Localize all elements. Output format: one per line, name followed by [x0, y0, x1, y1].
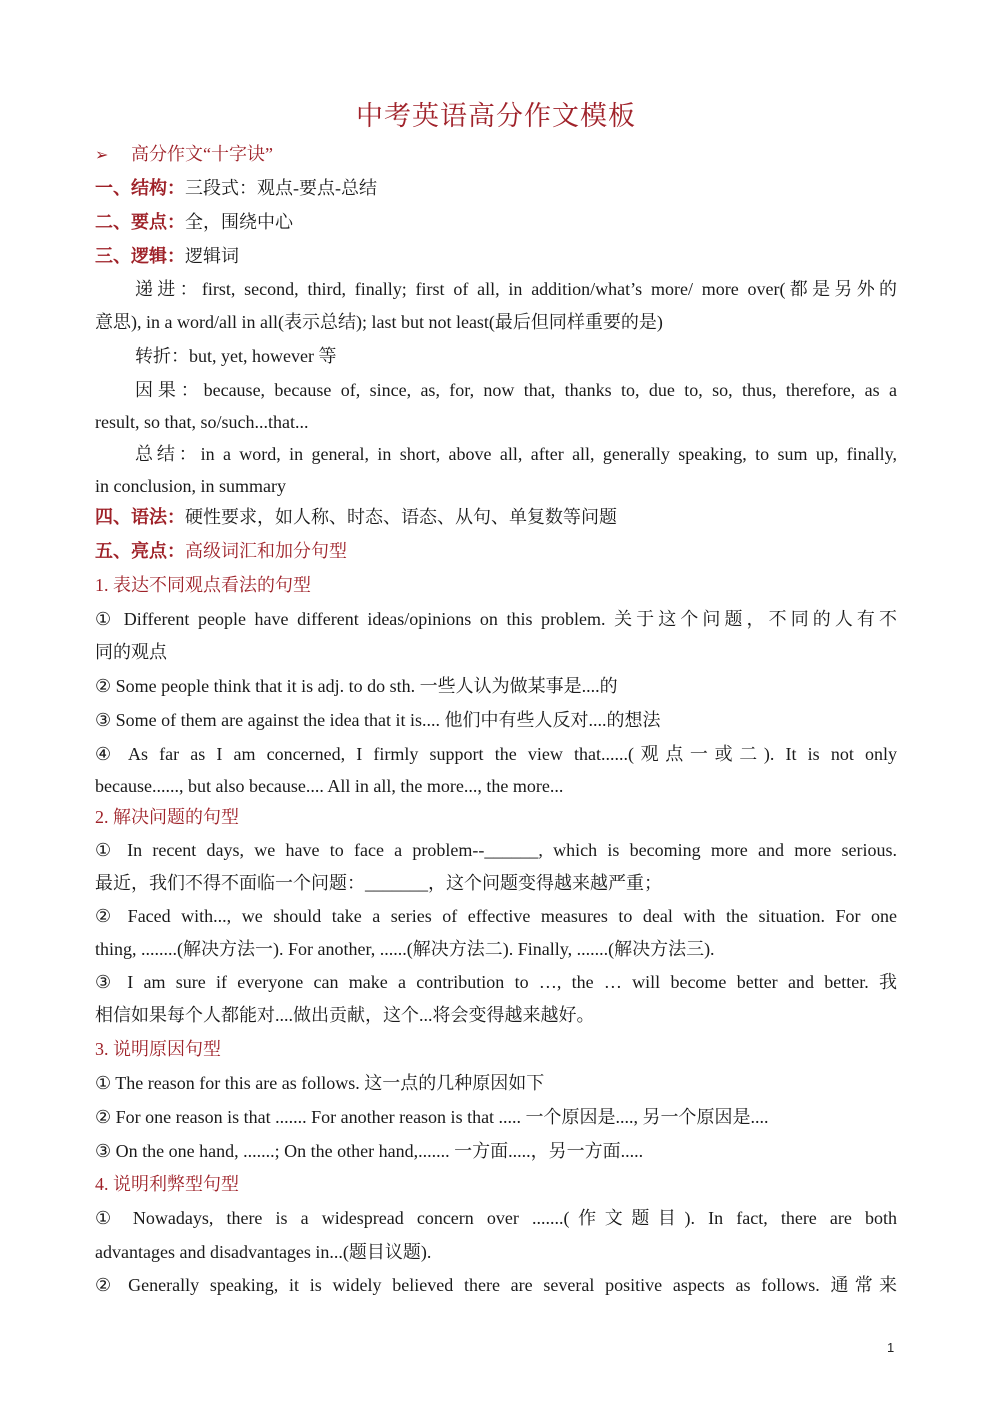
section-heading: 4. 说明利弊型句型	[95, 1174, 239, 1194]
point-label: 三、逻辑：	[95, 246, 185, 266]
sentence-line: because......, but also because.... All in all, the more..., the more...	[95, 776, 564, 796]
sentence-line: ① Different people have different ideas/opinions on this problem. 关于这个问题，不同的人有不	[95, 609, 897, 629]
sentence-line: ② Some people think that it is adj. to do sth. 一些人认为做某事是....的	[95, 676, 618, 696]
section-heading: 2. 解决问题的句型	[95, 807, 239, 827]
point-logic	[95, 240, 897, 273]
sentence-line: 同的观点	[95, 642, 167, 662]
sentence-line: ② Generally speaking, it is widely believed there are several positive aspects as follows. 通常来	[95, 1275, 897, 1295]
point-label: 一、结构：	[95, 178, 185, 198]
intro-heading	[95, 138, 897, 172]
point-grammar	[95, 501, 897, 534]
point-structure	[95, 172, 897, 205]
sentence-line: 最近，我们不得不面临一个问题：_______，这个问题变得越来越严重；	[95, 873, 662, 893]
sentence-line: ② For one reason is that ....... For another reason is that ..... 一个原因是...., 另一个原因是....	[95, 1107, 769, 1127]
point-label: 五、亮点：	[95, 541, 185, 561]
point-text: 硬性要求，如人称、时态、语态、从句、单复数等问题	[185, 507, 617, 527]
point-highlight	[95, 535, 897, 568]
sentence-line: 相信如果每个人都能对....做出贡献，这个...将会变得越来越好。	[95, 1005, 595, 1025]
point-text: 三段式：观点-要点-总结	[185, 178, 377, 198]
section-heading: 1. 表达不同观点看法的句型	[95, 575, 311, 595]
point-key	[95, 206, 897, 239]
logic-cause: 因果：because, because of, since, as, for, now that, thanks to, due to, so, thus, therefore, as a	[135, 380, 897, 400]
section-heading: 3. 说明原因句型	[95, 1039, 221, 1059]
sentence-line: thing, ........(解决方法一). For another, ......(解决方法二). Finally, .......(解决方法三).	[95, 939, 715, 959]
sentence-line: ④ As far as I am concerned, I firmly support the view that......(观点一或二). It is not only	[95, 744, 897, 764]
sentence-line: ① The reason for this are as follows. 这一点的几种原因如下	[95, 1073, 545, 1093]
logic-progressive: 递进：first, second, third, finally; first of all, in addition/what’s more/ more over(都是另外的	[135, 279, 897, 299]
page-number: 1	[887, 1340, 895, 1355]
sentence-line: ③ I am sure if everyone can make a contribution to …, the … will become better and better. 我	[95, 972, 897, 992]
point-text: 高级词汇和加分句型	[185, 541, 347, 561]
sentence-line: ② Faced with..., we should take a series of effective measures to deal with the situation. For one	[95, 906, 897, 926]
point-label: 四、语法：	[95, 507, 185, 527]
intro-heading-text: 高分作文“十字诀”	[131, 144, 273, 164]
logic-cause-cont: result, so that, so/such...that...	[95, 412, 309, 432]
logic-contrast: 转折：but, yet, however 等	[135, 346, 337, 366]
point-label: 二、要点：	[95, 212, 185, 232]
logic-progressive-cont: 意思), in a word/all in all(表示总结); last but not least(最后但同样重要的是)	[95, 312, 663, 332]
sentence-line: ① In recent days, we have to face a problem--______, which is becoming more and more serious.	[95, 840, 897, 860]
logic-summary-cont: in conclusion, in summary	[95, 476, 286, 496]
sentence-line: ① Nowadays, there is a widespread concern over .......(作文题目). In fact, there are both	[95, 1208, 897, 1228]
logic-summary: 总结：in a word, in general, in short, above all, after all, generally speaking, to sum up, finally,	[135, 444, 897, 464]
sentence-line: ③ On the one hand, .......; On the other hand,....... 一方面.....，另一方面.....	[95, 1141, 644, 1161]
sentence-line: ③ Some of them are against the idea that it is.... 他们中有些人反对....的想法	[95, 710, 661, 730]
arrow-bullet-icon: ➢	[95, 147, 109, 164]
page-title: 中考英语高分作文模板	[356, 101, 636, 131]
point-text: 逻辑词	[185, 246, 239, 266]
point-text: 全，围绕中心	[185, 212, 293, 232]
sentence-line: advantages and disadvantages in...(题目议题).	[95, 1242, 432, 1262]
